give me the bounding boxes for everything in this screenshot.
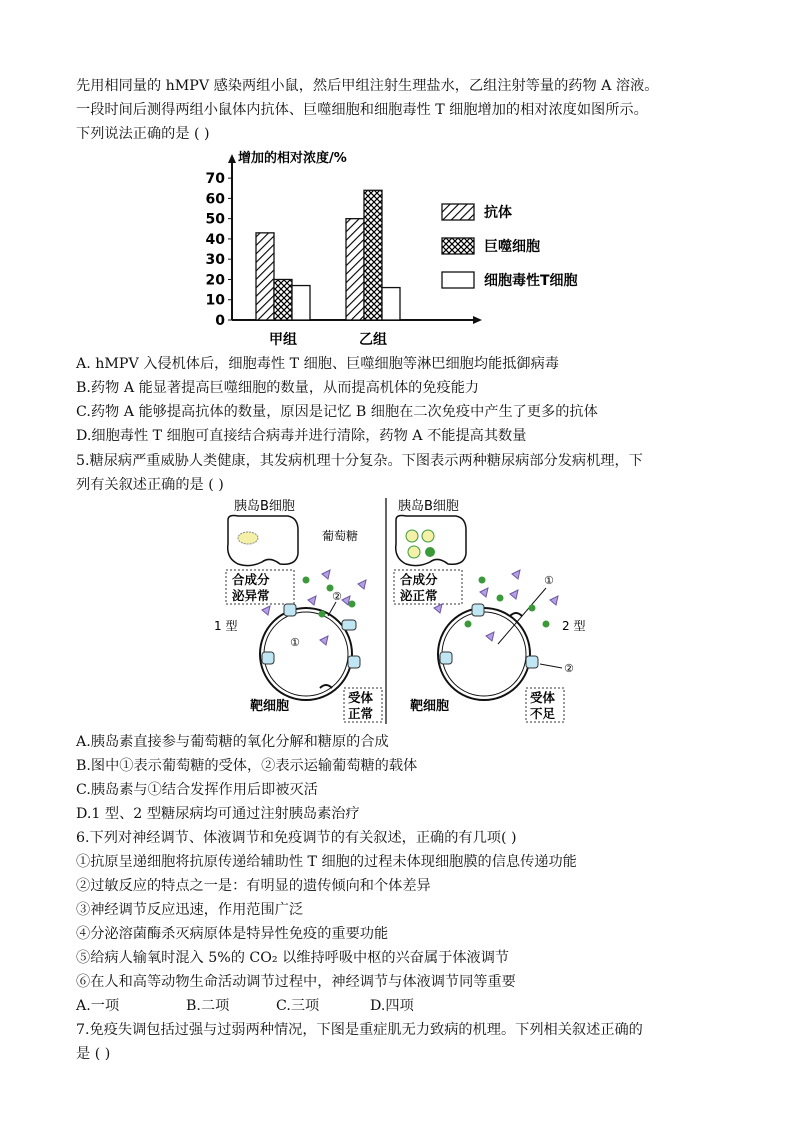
y-tick-label: 30: [205, 252, 225, 269]
left-carrier-right-2: [348, 656, 360, 668]
right-receptor-line-1: 受体: [530, 690, 556, 705]
y-axis-arrow: [228, 154, 236, 163]
legend-label: 抗体: [484, 205, 512, 221]
x-category-label: 甲组: [269, 332, 297, 348]
q4-stem-line-3: 下列说法正确的是 ( ): [76, 126, 210, 142]
right-receptor-line-2: 不足: [530, 706, 556, 721]
q6-choice-b: B.二项: [186, 998, 230, 1014]
q7-stem-line-1: 7.免疫失调包括过强与过弱两种情况，下图是重症肌无力致病的机理。下列相关叙述正确的: [76, 1022, 643, 1038]
right-mark-1: ①: [544, 574, 554, 587]
left-mark-2: ②: [332, 590, 342, 603]
left-mark-1: ①: [290, 636, 300, 649]
right-islet-label: 胰岛B细胞: [398, 499, 459, 514]
left-islet-cell: [228, 516, 298, 566]
y-tick-label: 40: [205, 231, 225, 248]
bar-chart: [200, 148, 620, 348]
q6-choice-d: D.四项: [370, 998, 414, 1014]
right-carrier-right: [526, 656, 538, 668]
x-category-label: 乙组: [359, 332, 387, 348]
legend-swatch: [442, 238, 474, 254]
bar-1-1: [256, 233, 274, 320]
q5-option-a: A.胰岛素直接参与葡萄糖的氧化分解和糖原的合成: [76, 734, 389, 750]
right-carrier-top: [472, 604, 484, 616]
right-carrier-left: [440, 652, 452, 664]
y-tick-label: 70: [205, 171, 225, 188]
type2-label: 2 型: [562, 619, 586, 633]
bar-1-2: [274, 279, 292, 320]
y-tick-label: 10: [205, 292, 225, 309]
left-carrier-left: [262, 652, 274, 664]
left-target-label: 靶细胞: [250, 699, 290, 714]
glucose-label: 葡萄糖: [322, 529, 359, 543]
q5-stem-line-1: 5.糖尿病严重威胁人类健康，其发病机理十分复杂。下图表示两种糖尿病部分发病机理，下: [76, 453, 643, 469]
legend-label: 细胞毒性T细胞: [484, 273, 578, 289]
right-arrow-2: [540, 664, 562, 668]
q6-item-4: ④分泌溶菌酶杀灭病原体是特异性免疫的重要功能: [76, 926, 389, 942]
y-axis-label: 增加的相对浓度/%: [238, 151, 347, 166]
q4-option-b: B.药物 A 能显著提高巨噬细胞的数量，从而提高机体的免疫能力: [76, 380, 480, 396]
left-receptor-line-2: 正常: [348, 706, 374, 721]
left-carrier-top: [284, 604, 296, 616]
right-target-label: 靶细胞: [410, 699, 450, 714]
type1-label: 1 型: [214, 619, 238, 633]
q6-choice-c: C.三项: [276, 998, 320, 1014]
y-tick-label: 20: [205, 272, 225, 289]
q6-choice-a: A.一项: [76, 998, 120, 1014]
left-receptor-line-1: 受体: [348, 690, 374, 705]
right-mark-2: ②: [564, 662, 574, 675]
legend-swatch: [442, 204, 474, 220]
q4-stem-line-2: 一段时间后测得两组小鼠体内抗体、巨噬细胞和细胞毒性 T 细胞增加的相对浓度如图所示。: [76, 102, 648, 118]
q6-item-3: ③神经调节反应迅速，作用范围广泛: [76, 902, 304, 918]
q4-option-c: C.药物 A 能够提高抗体的数量，原因是记忆 B 细胞在二次免疫中产生了更多的抗体: [76, 404, 598, 420]
q5-stem-line-2: 列有关叙述正确的是 ( ): [76, 477, 224, 493]
legend-swatch: [442, 272, 474, 288]
y-tick-label: 0: [215, 313, 225, 329]
y-tick-label: 60: [205, 191, 225, 208]
q5-option-c: C.胰岛素与①结合发挥作用后即被灭活: [76, 782, 318, 798]
q6-stem: 6.下列对神经调节、体液调节和免疫调节的有关叙述，正确的有几项( ): [76, 830, 517, 846]
q4-option-d: D.细胞毒性 T 细胞可直接结合病毒并进行清除，药物 A 不能提高其数量: [76, 428, 527, 444]
q6-item-2: ②过敏反应的特点之一是：有明显的遗传倾向和个体差异: [76, 878, 431, 894]
q4-stem-line-1: 先用相同量的 hMPV 感染两组小鼠，然后甲组注射生理盐水，乙组注射等量的药物 A 溶液。: [76, 78, 659, 94]
q6-item-1: ①抗原呈递细胞将抗原传递给辅助性 T 细胞的过程未体现细胞膜的信息传递功能: [76, 854, 577, 870]
q7-stem-line-2: 是 ( ): [76, 1046, 111, 1062]
left-status-line-2: 泌异常: [232, 588, 270, 603]
left-carrier-right: [342, 620, 356, 630]
q6-item-6: ⑥在人和高等动物生命活动调节过程中，神经调节与体液调节同等重要: [76, 974, 516, 990]
q4-option-a: A. hMPV 入侵机体后，细胞毒性 T 细胞、巨噬细胞等淋巴细胞均能抵御病毒: [76, 356, 559, 372]
right-receptor: [510, 613, 522, 616]
y-tick-label: 50: [205, 211, 225, 228]
q5-option-d: D.1 型、2 型糖尿病均可通过注射胰岛素治疗: [76, 806, 360, 822]
left-insulin-vesicle: [238, 532, 258, 544]
bar-1-3: [292, 286, 310, 320]
right-status-line-1: 合成分: [400, 572, 438, 587]
q6-item-5: ⑤给病人输氧时混入 5%的 CO₂ 以维持呼吸中枢的兴奋属于体液调节: [76, 950, 510, 966]
x-axis-arrow: [473, 316, 482, 324]
left-status-line-1: 合成分: [232, 572, 270, 587]
legend-label: 巨噬细胞: [484, 239, 540, 255]
bar-2-2: [364, 190, 382, 320]
left-islet-label: 胰岛B细胞: [234, 499, 295, 514]
left-arrow-2: [328, 602, 336, 616]
q5-option-b: B.图中①表示葡萄糖的受体，②表示运输葡萄糖的载体: [76, 758, 418, 774]
right-status-line-2: 泌正常: [400, 588, 438, 603]
diabetes-diagram: [210, 496, 610, 726]
bar-2-3: [382, 288, 400, 320]
bar-2-1: [346, 219, 364, 320]
